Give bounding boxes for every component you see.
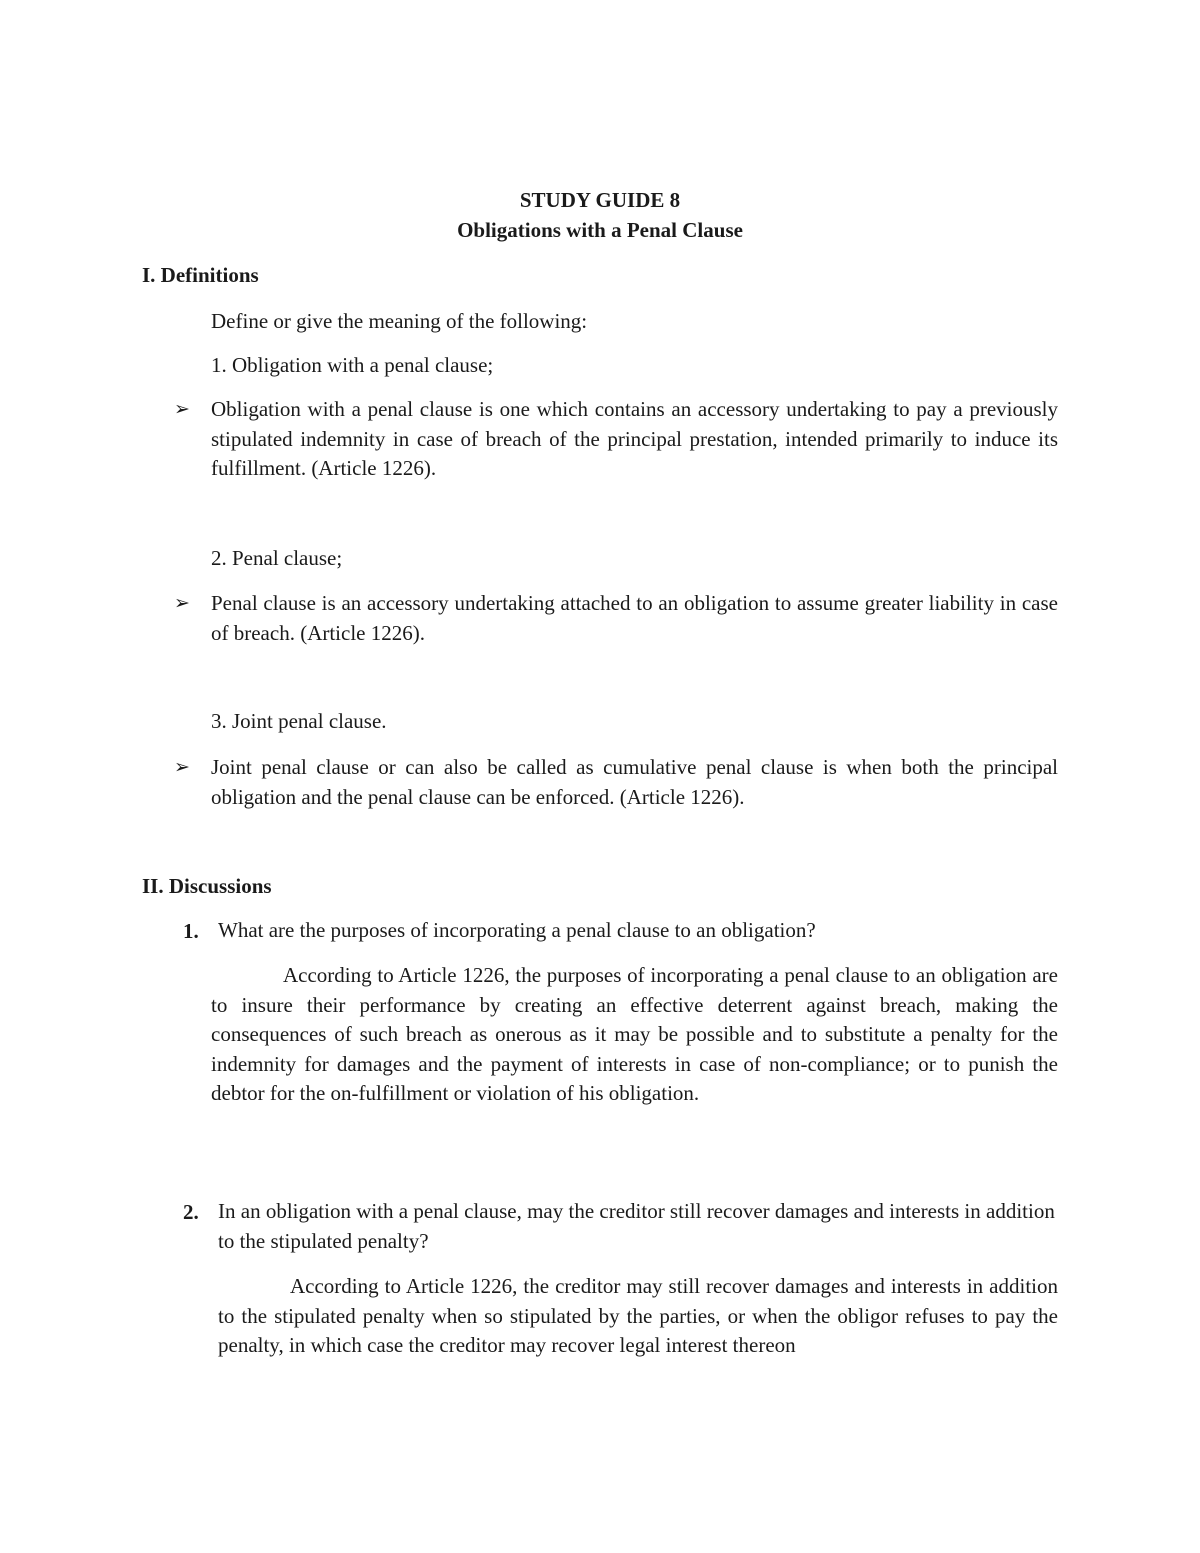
section-heading-definitions: I. Definitions xyxy=(142,263,259,287)
definition-text-3: Joint penal clause or can also be called as cumulative penal clause is when both the principal obligation and the penal clause can be enforced. (Article 1226). xyxy=(211,755,1058,809)
arrow-bullet-icon: ➢ xyxy=(174,592,190,614)
arrow-bullet-icon: ➢ xyxy=(174,756,190,778)
question-number-2: 2. xyxy=(183,1200,199,1224)
question-number-1: 1. xyxy=(183,919,199,943)
document-subtitle: Obligations with a Penal Clause xyxy=(457,218,743,242)
question-text-1: What are the purposes of incorporating a penal clause to an obligation? xyxy=(218,918,816,942)
section-heading-discussions: II. Discussions xyxy=(142,874,272,898)
definition-term-1: 1. Obligation with a penal clause; xyxy=(211,353,494,377)
definition-text-1: Obligation with a penal clause is one which contains an accessory undertaking to pay a previously stipulated indemnity in case of breach of the principal prestation, intended primarily to induce its fulfillment. (Article 1226). xyxy=(211,397,1058,480)
definitions-intro: Define or give the meaning of the following: xyxy=(211,309,588,333)
definition-term-3: 3. Joint penal clause. xyxy=(211,709,387,733)
definition-term-2: 2. Penal clause; xyxy=(211,546,343,570)
answer-text-1: According to Article 1226, the purposes of incorporating a penal clause to an obligation are to insure their performance by creating an effective deterrent against breach, making the consequences of such breach as onerous as it may be possible and to substitute a penalty for the indemnity for damages and the payment of interests in case of non-compliance; or to punish the debtor for the on-fulfillment or violation of his obligation. xyxy=(211,963,1058,1105)
document-title: STUDY GUIDE 8 xyxy=(519,188,681,212)
answer-text-2: According to Article 1226, the creditor may still recover damages and interests in addition to the stipulated penalty when so stipulated by the parties, or when the obligor refuses to pay the penalty, in which case the creditor may recover legal interest thereon xyxy=(218,1274,1058,1357)
definition-text-2: Penal clause is an accessory undertaking attached to an obligation to assume greater liability in case of breach. (Article 1226). xyxy=(211,591,1058,645)
arrow-bullet-icon: ➢ xyxy=(174,398,190,420)
question-text-2: In an obligation with a penal clause, may the creditor still recover damages and interests in addition to the stipulated penalty? xyxy=(218,1199,1055,1253)
